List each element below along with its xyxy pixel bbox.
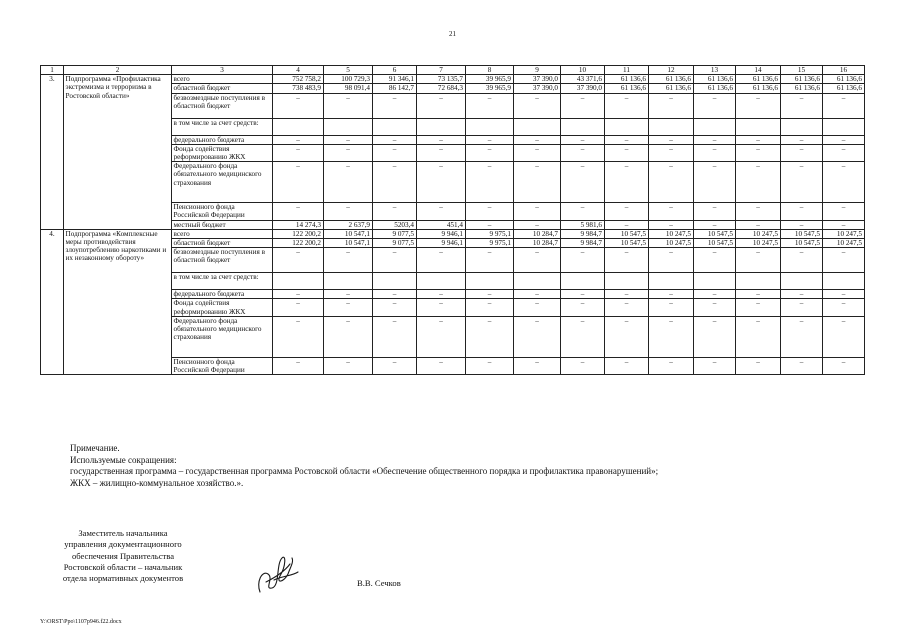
value-cell: – [736, 93, 781, 118]
value-cell: – [273, 203, 324, 220]
value-cell: – [273, 135, 324, 144]
value-cell: 10 547,5 [694, 239, 736, 248]
value-cell: – [373, 93, 417, 118]
header-cell: 9 [514, 66, 561, 75]
value-cell: – [324, 144, 373, 161]
value-cell [649, 273, 694, 290]
signer-position-line: обеспечения Правительства [71, 550, 175, 561]
value-cell: – [561, 299, 605, 316]
funding-source-label: безвозмездные поступления в областной бюджет [172, 248, 273, 273]
value-cell: – [694, 248, 736, 273]
value-cell: – [417, 357, 466, 374]
value-cell: 61 136,6 [781, 75, 823, 84]
value-cell: – [823, 357, 865, 374]
value-cell: – [649, 357, 694, 374]
value-cell: – [273, 316, 324, 357]
value-cell: 10 547,5 [605, 229, 649, 238]
value-cell: – [417, 248, 466, 273]
value-cell: – [694, 316, 736, 357]
value-cell: – [781, 299, 823, 316]
funding-source-label: в том числе за счет средств: [172, 273, 273, 290]
value-cell: – [736, 299, 781, 316]
value-cell: – [466, 299, 514, 316]
value-cell: 37 390,0 [514, 75, 561, 84]
value-cell: – [823, 144, 865, 161]
value-cell [561, 273, 605, 290]
value-cell [781, 273, 823, 290]
value-cell: – [373, 248, 417, 273]
value-cell: – [417, 162, 466, 203]
signer-position [38, 528, 208, 584]
value-cell: – [514, 290, 561, 299]
value-cell: – [736, 135, 781, 144]
value-cell: 86 142,7 [373, 84, 417, 93]
value-cell: – [781, 93, 823, 118]
header-cell: 14 [736, 66, 781, 75]
funding-source-label: Фонда содействия реформированию ЖКХ [172, 144, 273, 161]
value-cell: – [736, 248, 781, 273]
signer-position-line: отдела нормативных документов [62, 573, 184, 584]
funding-source-label: областной бюджет [172, 239, 273, 248]
header-cell: 16 [823, 66, 865, 75]
value-cell: – [561, 162, 605, 203]
header-row [41, 66, 865, 75]
value-cell: 9 946,1 [417, 239, 466, 248]
table-row [41, 229, 865, 238]
value-cell: – [823, 248, 865, 273]
value-cell: – [781, 357, 823, 374]
funding-source-label: местный бюджет [172, 220, 273, 229]
value-cell [514, 273, 561, 290]
header-cell: 6 [373, 66, 417, 75]
value-cell: 39 965,9 [466, 84, 514, 93]
value-cell: – [781, 203, 823, 220]
header-cell: 4 [273, 66, 324, 75]
value-cell: – [694, 144, 736, 161]
value-cell: 738 483,9 [273, 84, 324, 93]
value-cell: 10 547,1 [324, 239, 373, 248]
value-cell: 10 247,5 [649, 239, 694, 248]
value-cell: – [605, 203, 649, 220]
value-cell: – [561, 144, 605, 161]
value-cell: – [736, 162, 781, 203]
value-cell: 37 390,0 [561, 84, 605, 93]
value-cell: 10 547,5 [605, 239, 649, 248]
value-cell: – [561, 248, 605, 273]
value-cell: – [605, 248, 649, 273]
value-cell: – [324, 248, 373, 273]
header-cell: 2 [64, 66, 172, 75]
program-name: Подпрограмма «Комплексные меры противодействия злоупотреблению наркотиками и их незаконному обороту» [64, 229, 172, 374]
value-cell: – [736, 203, 781, 220]
value-cell: – [605, 357, 649, 374]
value-cell [514, 118, 561, 135]
header-cell: 10 [561, 66, 605, 75]
funding-source-label: в том числе за счет средств: [172, 118, 273, 135]
value-cell: 61 136,6 [736, 75, 781, 84]
value-cell: 61 136,6 [649, 84, 694, 93]
value-cell: 10 547,5 [694, 229, 736, 238]
value-cell: – [694, 299, 736, 316]
value-cell [324, 273, 373, 290]
value-cell: – [466, 316, 514, 357]
value-cell: – [694, 220, 736, 229]
value-cell [324, 118, 373, 135]
value-cell: – [373, 162, 417, 203]
value-cell: – [466, 93, 514, 118]
value-cell: – [649, 93, 694, 118]
value-cell: – [373, 357, 417, 374]
value-cell: – [694, 162, 736, 203]
header-cell: 7 [417, 66, 466, 75]
value-cell: – [823, 220, 865, 229]
value-cell: – [694, 93, 736, 118]
value-cell: 61 136,6 [823, 75, 865, 84]
value-cell: 61 136,6 [781, 84, 823, 93]
value-cell: 9 984,7 [561, 229, 605, 238]
value-cell: 61 136,6 [694, 84, 736, 93]
value-cell: – [823, 135, 865, 144]
value-cell: – [466, 162, 514, 203]
value-cell: – [605, 135, 649, 144]
value-cell [417, 118, 466, 135]
value-cell: – [273, 144, 324, 161]
value-cell: – [736, 316, 781, 357]
budget-table [40, 65, 865, 375]
value-cell: 5203,4 [373, 220, 417, 229]
header-cell: 5 [324, 66, 373, 75]
notes-line-1: государственная программа – государственная программа Ростовской области «Обеспечение общественного порядка и профилактика правонарушений»; [70, 466, 659, 477]
funding-source-label: Федерального фонда обязательного медицинского страхования [172, 316, 273, 357]
signer-position-line: управления документационного [64, 539, 182, 550]
value-cell: 9 975,1 [466, 239, 514, 248]
value-cell [466, 118, 514, 135]
value-cell: 10 247,5 [649, 229, 694, 238]
value-cell: – [417, 299, 466, 316]
program-number: 3. [41, 75, 64, 230]
value-cell: 9 077,5 [373, 229, 417, 238]
value-cell: – [273, 357, 324, 374]
value-cell: – [373, 316, 417, 357]
value-cell: – [694, 357, 736, 374]
value-cell: 37 390,0 [514, 84, 561, 93]
value-cell: 10 284,7 [514, 229, 561, 238]
value-cell: – [417, 144, 466, 161]
value-cell: – [605, 162, 649, 203]
value-cell: 9 077,5 [373, 239, 417, 248]
value-cell: – [273, 290, 324, 299]
funding-source-label: областной бюджет [172, 84, 273, 93]
value-cell: – [324, 162, 373, 203]
value-cell: – [324, 357, 373, 374]
value-cell: – [273, 162, 324, 203]
file-path: Y:\ORST\Ppo\1107p946.f22.docx [40, 619, 122, 625]
value-cell [649, 118, 694, 135]
value-cell: – [561, 290, 605, 299]
value-cell: – [324, 316, 373, 357]
header-cell: 12 [649, 66, 694, 75]
value-cell: 10 247,5 [823, 239, 865, 248]
funding-source-label: всего [172, 75, 273, 84]
signer-position-line: Заместитель начальника [78, 528, 168, 538]
funding-source-label: всего [172, 229, 273, 238]
header-cell: 8 [466, 66, 514, 75]
header-cell: 11 [605, 66, 649, 75]
value-cell: – [466, 290, 514, 299]
value-cell: – [466, 248, 514, 273]
value-cell: – [273, 248, 324, 273]
value-cell: – [514, 144, 561, 161]
value-cell: – [561, 203, 605, 220]
value-cell: – [823, 299, 865, 316]
value-cell: – [561, 316, 605, 357]
value-cell: – [823, 93, 865, 118]
value-cell: – [417, 135, 466, 144]
value-cell: – [823, 316, 865, 357]
value-cell [605, 118, 649, 135]
value-cell [694, 118, 736, 135]
value-cell [736, 118, 781, 135]
value-cell: – [649, 299, 694, 316]
funding-source-label: Федерального фонда обязательного медицинского страхования [172, 162, 273, 203]
value-cell: 98 091,4 [324, 84, 373, 93]
value-cell: – [694, 135, 736, 144]
program-number: 4. [41, 229, 64, 374]
notes-line-2: ЖКХ – жилищно-коммунальное хозяйство.». [70, 477, 244, 488]
value-cell: – [324, 135, 373, 144]
value-cell: – [514, 299, 561, 316]
value-cell [781, 118, 823, 135]
value-cell: – [736, 144, 781, 161]
value-cell: – [373, 144, 417, 161]
value-cell [417, 273, 466, 290]
value-cell: – [466, 135, 514, 144]
value-cell: 61 136,6 [823, 84, 865, 93]
value-cell: – [324, 203, 373, 220]
header-cell: 1 [41, 66, 64, 75]
value-cell: 61 136,6 [605, 75, 649, 84]
value-cell: – [605, 93, 649, 118]
value-cell: – [605, 299, 649, 316]
value-cell: – [649, 203, 694, 220]
value-cell: – [823, 162, 865, 203]
value-cell: – [514, 316, 561, 357]
value-cell: 61 136,6 [605, 84, 649, 93]
value-cell: – [373, 299, 417, 316]
value-cell [736, 273, 781, 290]
value-cell: 9 975,1 [466, 229, 514, 238]
value-cell: – [514, 220, 561, 229]
value-cell: – [781, 290, 823, 299]
header-cell: 15 [781, 66, 823, 75]
value-cell: – [466, 220, 514, 229]
value-cell: – [605, 290, 649, 299]
value-cell: 72 684,3 [417, 84, 466, 93]
funding-source-label: Фонда содействия реформированию ЖКХ [172, 299, 273, 316]
value-cell [823, 273, 865, 290]
value-cell: 39 965,9 [466, 75, 514, 84]
value-cell: 61 136,6 [649, 75, 694, 84]
value-cell: – [417, 203, 466, 220]
value-cell: 61 136,6 [736, 84, 781, 93]
value-cell: 91 346,1 [373, 75, 417, 84]
value-cell: – [373, 135, 417, 144]
value-cell: 2 637,9 [324, 220, 373, 229]
value-cell: – [417, 290, 466, 299]
value-cell [273, 118, 324, 135]
value-cell: – [781, 248, 823, 273]
value-cell: 10 247,5 [736, 229, 781, 238]
value-cell: – [694, 290, 736, 299]
value-cell: – [781, 220, 823, 229]
value-cell: – [466, 144, 514, 161]
value-cell [561, 118, 605, 135]
value-cell: – [514, 248, 561, 273]
header-cell: 13 [694, 66, 736, 75]
value-cell: – [561, 357, 605, 374]
value-cell [466, 273, 514, 290]
table-row [41, 75, 865, 84]
value-cell: – [649, 248, 694, 273]
signer-position-line: Ростовской области – начальник [63, 561, 183, 572]
value-cell: 9 984,7 [561, 239, 605, 248]
signer-name: В.В. Сечков [357, 578, 401, 588]
value-cell: 10 247,5 [823, 229, 865, 238]
value-cell: – [605, 144, 649, 161]
value-cell: 10 284,7 [514, 239, 561, 248]
value-cell: 10 247,5 [736, 239, 781, 248]
value-cell: – [514, 135, 561, 144]
value-cell: – [561, 93, 605, 118]
funding-source-label: федерального бюджета [172, 290, 273, 299]
value-cell: – [466, 357, 514, 374]
value-cell: 73 135,7 [417, 75, 466, 84]
value-cell [373, 273, 417, 290]
value-cell [373, 118, 417, 135]
value-cell: – [514, 203, 561, 220]
value-cell: – [324, 299, 373, 316]
notes-subtitle: Используемые сокращения: [70, 454, 177, 465]
value-cell: 10 547,5 [781, 229, 823, 238]
notes-title: Примечание. [70, 443, 120, 453]
value-cell: – [649, 144, 694, 161]
value-cell: – [694, 203, 736, 220]
handwritten-signature [252, 552, 300, 596]
funding-source-label: федерального бюджета [172, 135, 273, 144]
value-cell: – [649, 135, 694, 144]
value-cell: – [736, 220, 781, 229]
value-cell: – [373, 290, 417, 299]
value-cell: – [466, 203, 514, 220]
value-cell: – [514, 93, 561, 118]
value-cell: – [649, 220, 694, 229]
value-cell: – [649, 290, 694, 299]
funding-source-label: безвозмездные поступления в областной бюджет [172, 93, 273, 118]
value-cell: 122 200,2 [273, 229, 324, 238]
value-cell: 752 758,2 [273, 75, 324, 84]
value-cell: – [605, 220, 649, 229]
value-cell: – [561, 135, 605, 144]
page-number: 21 [449, 30, 456, 38]
value-cell: – [736, 290, 781, 299]
value-cell [273, 273, 324, 290]
value-cell: 61 136,6 [694, 75, 736, 84]
value-cell: – [781, 144, 823, 161]
value-cell: – [649, 316, 694, 357]
value-cell: 122 200,2 [273, 239, 324, 248]
value-cell: – [417, 316, 466, 357]
value-cell: – [781, 316, 823, 357]
value-cell: – [736, 357, 781, 374]
value-cell: – [324, 290, 373, 299]
value-cell: – [373, 203, 417, 220]
value-cell: – [649, 162, 694, 203]
value-cell: – [273, 93, 324, 118]
header-cell: 3 [172, 66, 273, 75]
value-cell [823, 118, 865, 135]
value-cell: – [823, 290, 865, 299]
value-cell: – [823, 203, 865, 220]
value-cell: – [324, 93, 373, 118]
program-name: Подпрограмма «Профилактика экстремизма и терроризма в Ростовской области» [64, 75, 172, 230]
value-cell: 100 729,3 [324, 75, 373, 84]
value-cell: – [781, 162, 823, 203]
value-cell [605, 273, 649, 290]
value-cell: – [605, 316, 649, 357]
value-cell: 10 547,5 [781, 239, 823, 248]
value-cell: 43 371,6 [561, 75, 605, 84]
value-cell: 9 946,1 [417, 229, 466, 238]
value-cell: – [514, 162, 561, 203]
value-cell: – [781, 135, 823, 144]
value-cell: 451,4 [417, 220, 466, 229]
value-cell: – [514, 357, 561, 374]
value-cell: 14 274,3 [273, 220, 324, 229]
value-cell: 10 547,1 [324, 229, 373, 238]
value-cell [694, 273, 736, 290]
funding-source-label: Пенсионного фонда Российской Федерации [172, 357, 273, 374]
value-cell: 5 981,6 [561, 220, 605, 229]
funding-source-label: Пенсионного фонда Российской Федерации [172, 203, 273, 220]
notes [70, 443, 870, 489]
value-cell: – [273, 299, 324, 316]
value-cell: – [417, 93, 466, 118]
